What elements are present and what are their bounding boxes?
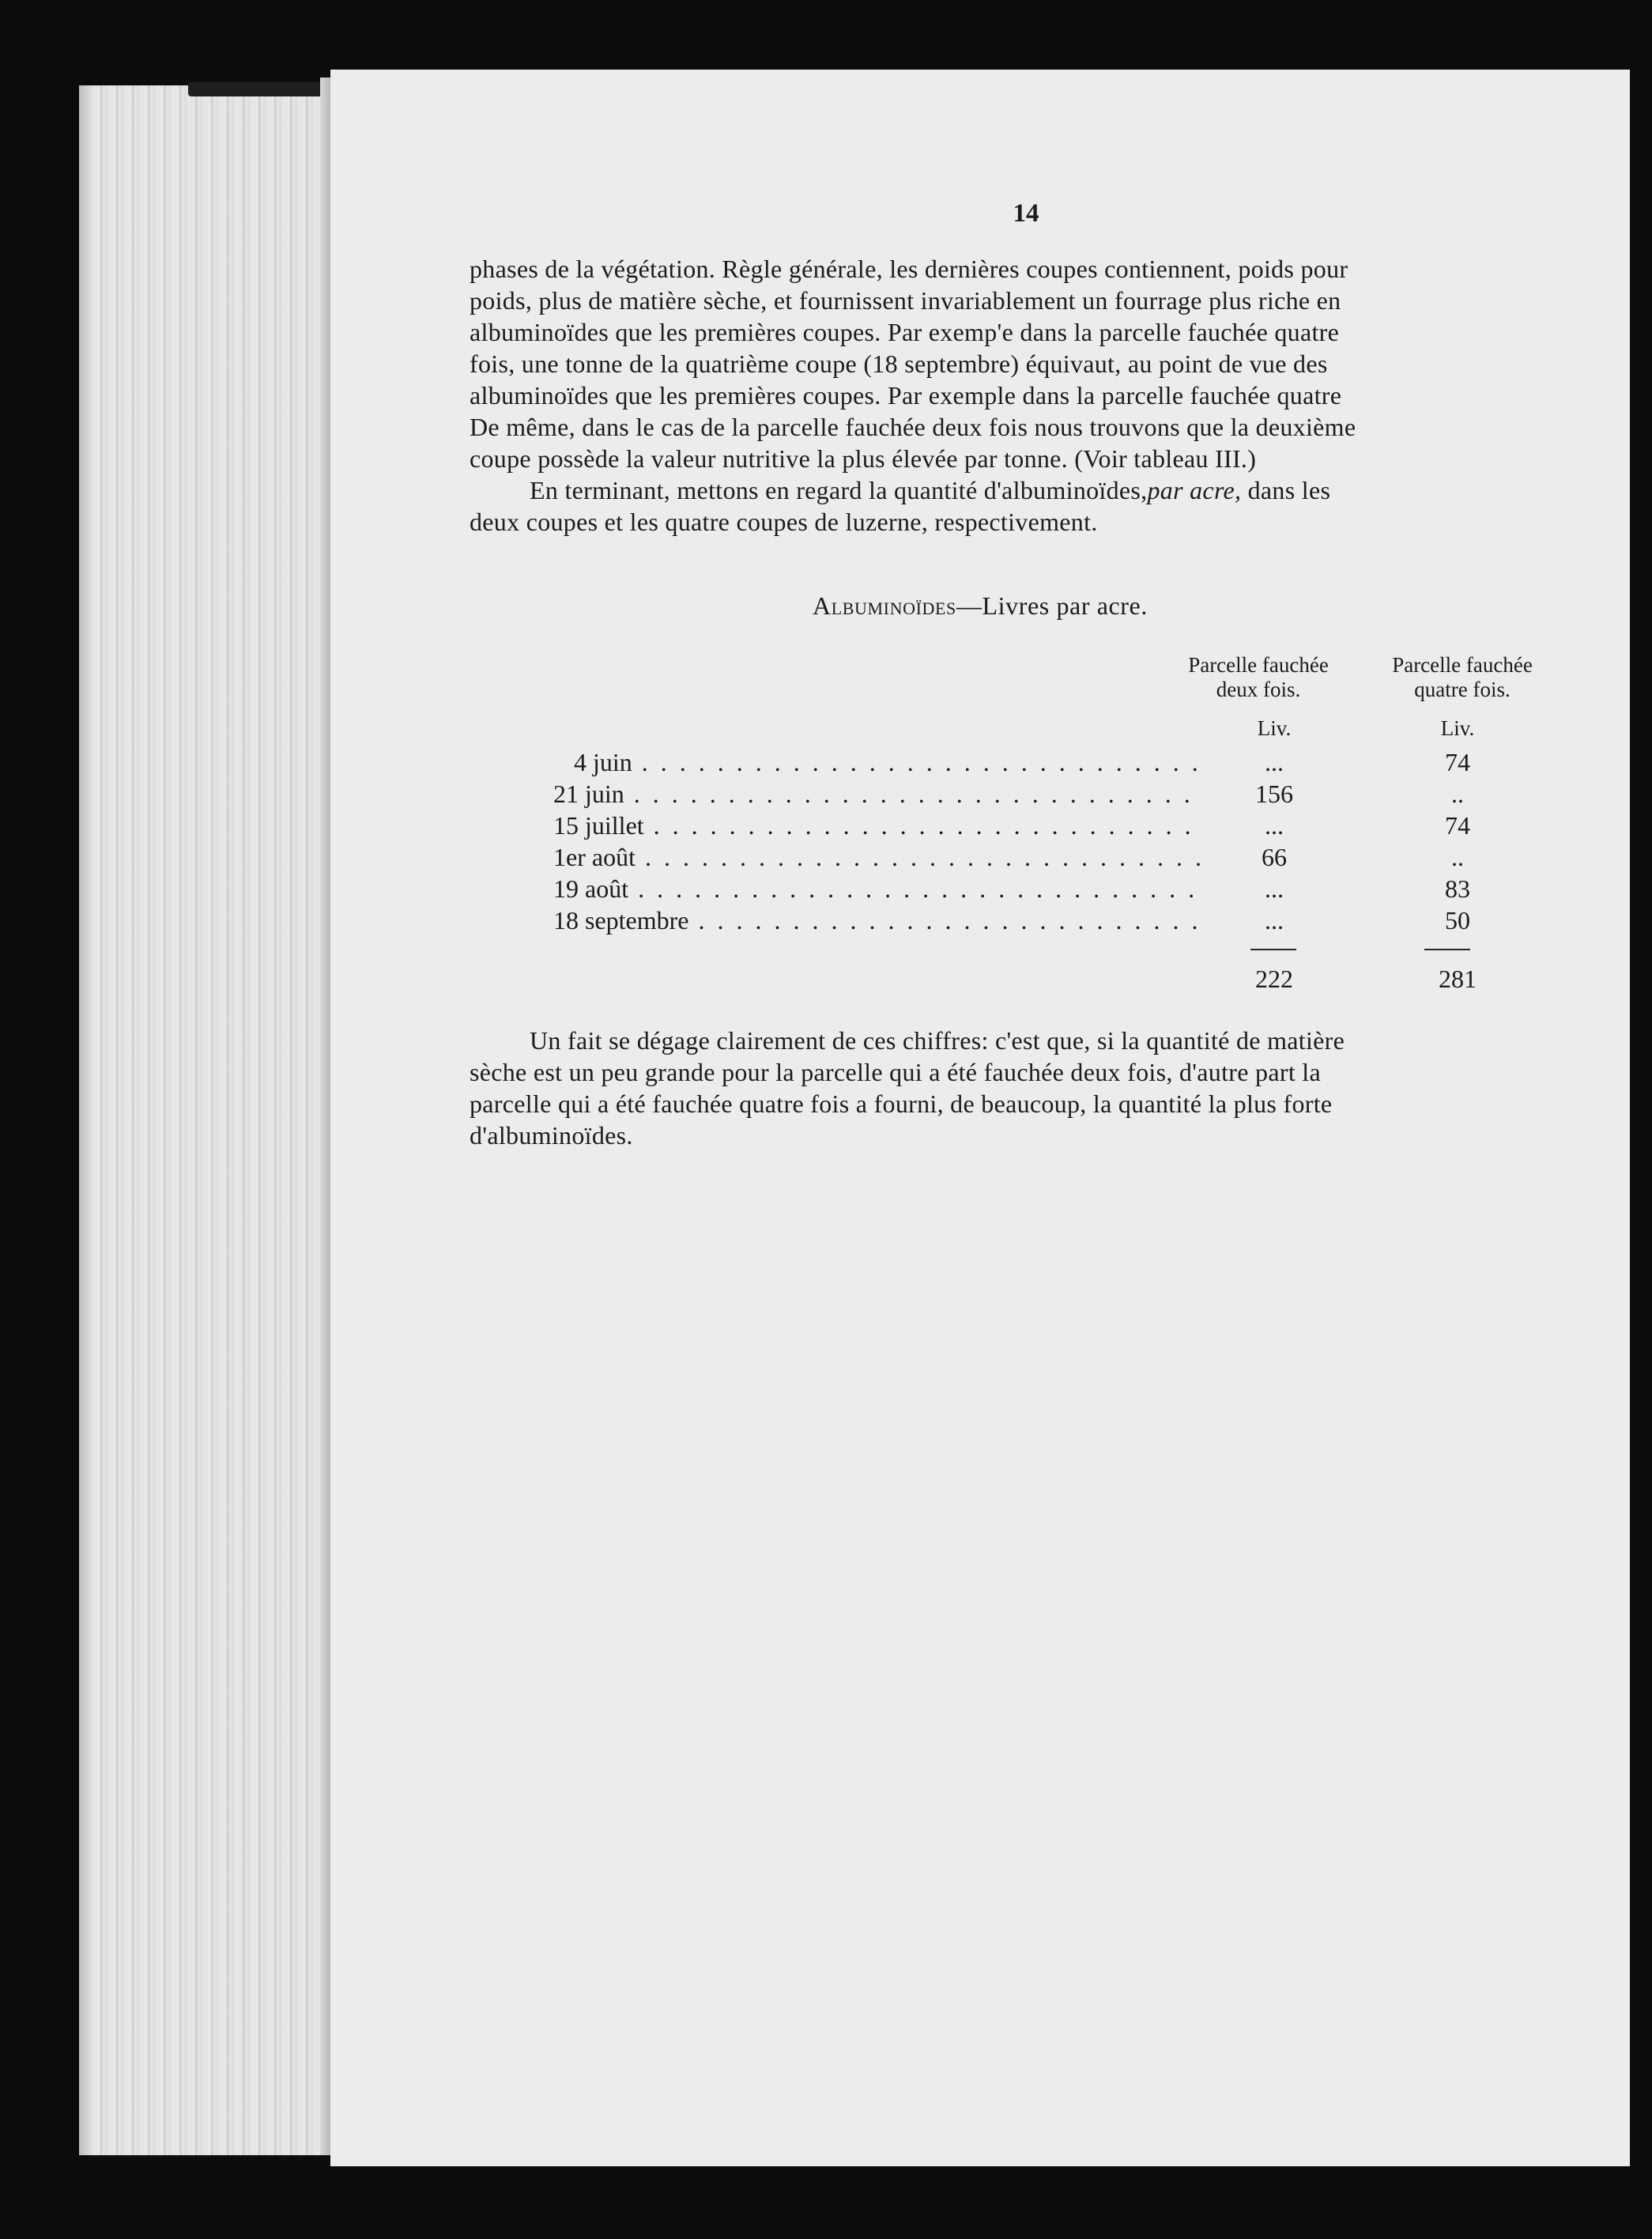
- column-1-unit: Liv.: [1257, 716, 1292, 740]
- table-caption: [330, 591, 1630, 621]
- paragraph-3: [470, 1025, 1545, 1151]
- total-rule: [1424, 949, 1470, 950]
- cell-deux-fois: ...: [1265, 811, 1284, 840]
- table-row: [553, 810, 1502, 841]
- cell-deux-fois: ...: [1265, 748, 1284, 776]
- table-row: [553, 778, 1502, 810]
- paragraph-1-line: albuminoïdes que les premières coupes. Par exemple dans la parcelle fauchée quatre: [470, 381, 1342, 410]
- paragraph-2-text-start: En terminant, mettons en regard la quantité d'albuminoïdes,: [530, 476, 1148, 504]
- cell-deux-fois: 66: [1262, 843, 1287, 871]
- row-date: 1er août . . .: [553, 841, 1201, 873]
- paragraph-2-italic: par acre,: [1147, 476, 1242, 504]
- paragraph-1-line: De même, dans le cas de la parcelle fauchée deux fois nous trouvons que la deuxième: [470, 413, 1356, 441]
- column-1-header: [1156, 653, 1361, 702]
- paragraph-2: [470, 474, 1545, 506]
- table-caption-rest: —Livres par acre.: [956, 591, 1148, 620]
- cell-deux-fois: ...: [1265, 906, 1284, 934]
- paragraph-3-line: parcelle qui a été fauchée quatre fois a fourni, de beaucoup, la quantité la plus forte: [470, 1089, 1333, 1118]
- cell-deux-fois: ...: [1265, 874, 1284, 903]
- row-date: 21 juin . . .: [553, 778, 1201, 810]
- cell-quatre-fois: 74: [1445, 748, 1470, 776]
- cell-quatre-fois: 74: [1445, 811, 1470, 840]
- paragraph-1-line: poids, plus de matière sèche, et fournissent invariablement un fourrage plus riche en: [470, 286, 1341, 315]
- table-row: [553, 873, 1502, 904]
- paragraph-2-line-2: deux coupes et les quatre coupes de luzerne, respectivement.: [470, 508, 1098, 536]
- column-2-unit: Liv.: [1440, 716, 1475, 740]
- column-1-header-line-2: deux fois.: [1216, 678, 1301, 701]
- paragraph-1-line: albuminoïdes que les premières coupes. Par exemp'e dans la parcelle fauchée quatre: [470, 318, 1340, 346]
- total-rule: [1250, 949, 1296, 950]
- page-number: 14: [1013, 199, 1039, 228]
- cell-quatre-fois: 50: [1445, 906, 1470, 934]
- paragraph-2-text-end: dans les: [1241, 476, 1331, 504]
- paragraph-3-line: Un fait se dégage clairement de ces chiffres: c'est que, si la quantité de matière: [530, 1026, 1345, 1055]
- paragraph-3-line: d'albuminoïdes.: [470, 1121, 633, 1150]
- column-1-header-line-1: Parcelle fauchée: [1188, 653, 1329, 677]
- column-2-header: [1360, 653, 1565, 702]
- table-row: [553, 746, 1502, 778]
- total-deux-fois: 222: [1255, 965, 1293, 993]
- paragraph-1-line: fois, une tonne de la quatrième coupe (18 septembre) équivaut, au point de vue des: [470, 349, 1328, 378]
- paragraph-1: [470, 253, 1545, 538]
- table-row: [553, 841, 1502, 873]
- row-date: 15 juillet . . .: [553, 810, 1201, 841]
- binding-strip: [188, 82, 338, 96]
- cell-quatre-fois: ..: [1451, 780, 1464, 808]
- cell-deux-fois: 156: [1255, 780, 1293, 808]
- paragraph-3-line: sèche est un peu grande pour la parcelle qui a été fauchée deux fois, d'autre part la: [470, 1058, 1321, 1086]
- row-date: 18 septembre . . .: [553, 904, 1201, 936]
- table-row: [553, 904, 1502, 936]
- cell-quatre-fois: 83: [1445, 874, 1470, 903]
- paragraph-1-line: phases de la végétation. Règle générale, les dernières coupes contiennent, poids pour: [470, 255, 1348, 283]
- total-quatre-fois: 281: [1439, 965, 1477, 993]
- column-2-header-line-1: Parcelle fauchée: [1392, 653, 1533, 677]
- book-page: [330, 70, 1630, 2166]
- row-date: 4 juin . . .: [553, 746, 1201, 778]
- stacked-page-edges: [79, 85, 340, 2155]
- cell-quatre-fois: ..: [1451, 843, 1464, 871]
- row-date: 19 août . . .: [553, 873, 1201, 904]
- column-2-header-line-2: quatre fois.: [1414, 678, 1511, 701]
- paragraph-1-line: coupe possède la valeur nutritive la plus élevée par tonne. (Voir tableau III.): [470, 444, 1257, 473]
- table-caption-smallcaps: Albuminoïdes: [813, 591, 956, 620]
